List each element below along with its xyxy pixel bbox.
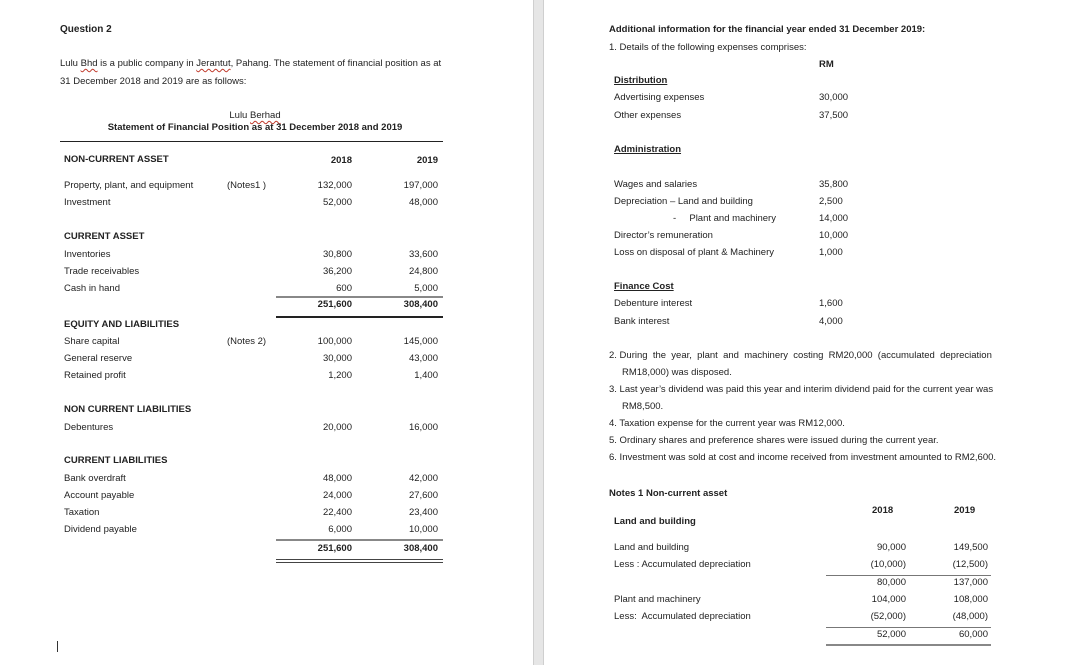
note-2-line-1: 2. During the year, plant and machinery costing RM20,000 (accumulated depreciation [609, 350, 992, 361]
expense-amount: 1,600 [819, 298, 843, 309]
question-title: Question 2 [60, 24, 112, 35]
divider [60, 141, 443, 142]
col-2018: 2018 [330, 155, 352, 166]
value-2019: 43,000 [408, 353, 438, 364]
notes1-subheading: Land and building [614, 516, 696, 527]
value-2018: 600 [336, 283, 352, 294]
row-label: Bank overdraft [64, 473, 126, 484]
heading-equity-liabilities: EQUITY AND LIABILITIES [64, 319, 180, 330]
expense-label: Debenture interest [614, 298, 693, 309]
finance-cost-heading: Finance Cost [614, 281, 674, 292]
value-2018: 30,000 [322, 353, 352, 364]
value-2018: 100,000 [317, 336, 352, 347]
note-4: 4. Taxation expense for the current year was RM12,000. [609, 418, 845, 429]
company-name-text: Lulu [229, 110, 250, 121]
value-2018: 80,000 [876, 577, 906, 588]
subtotal-line [276, 539, 443, 541]
note-6: 6. Investment was sold at cost and income received from investment amounted to RM2,600. [609, 452, 997, 463]
statement-title: Statement of Financial Position as at 31 December 2018 and 2019 [107, 122, 403, 133]
value-2018: (10,000) [870, 559, 906, 570]
value-2019: 137,000 [953, 577, 988, 588]
administration-heading: Administration [614, 144, 682, 155]
document-page-right [544, 0, 1080, 665]
expense-amount: 37,500 [819, 110, 849, 121]
total-line [826, 644, 991, 646]
heading-current-liabilities: CURRENT LIABILITIES [64, 455, 168, 466]
value-2018: (52,000) [870, 611, 906, 622]
value-2019: 42,000 [408, 473, 438, 484]
total-2019: 308,400 [403, 299, 438, 310]
intro-line-1 [60, 58, 441, 69]
value-2019: 33,600 [408, 249, 438, 260]
spellcheck-word: Jerantut [196, 58, 231, 69]
note-2-line-2: RM18,000) was disposed. [622, 367, 732, 378]
row-label: Taxation [64, 507, 100, 518]
intro-text: is a public company in [97, 58, 197, 69]
col-2019: 2019 [416, 155, 438, 166]
value-2019: 197,000 [403, 180, 438, 191]
expense-label: Depreciation – Land and building [614, 196, 753, 207]
value-2018: 20,000 [322, 422, 352, 433]
expense-amount: 4,000 [819, 316, 843, 327]
value-2019: (12,500) [952, 559, 988, 570]
expense-label: Loss on disposal of plant & Machinery [614, 247, 775, 258]
spellcheck-word: Bhd [80, 58, 98, 69]
value-2019: 145,000 [403, 336, 438, 347]
notes1-heading: Notes 1 Non-current asset [609, 488, 728, 499]
intro-text: Lulu [60, 58, 81, 69]
value-2018: 52,000 [876, 629, 906, 640]
row-label: Debentures [64, 422, 114, 433]
value-2018: 132,000 [317, 180, 352, 191]
row-label: Trade receivables [64, 266, 140, 277]
value-2019: 60,000 [958, 629, 988, 640]
expense-amount: 2,500 [819, 196, 843, 207]
value-2018: 24,000 [322, 490, 352, 501]
company-name [60, 110, 450, 121]
value-2018: 52,000 [322, 197, 352, 208]
row-label: Land and building [614, 542, 690, 553]
distribution-heading: Distribution [614, 75, 668, 86]
intro-line-2: 31 December 2018 and 2019 are as follows: [60, 76, 247, 87]
value-2019: 10,000 [408, 524, 438, 535]
expense-label: - Plant and machinery [673, 213, 776, 224]
row-label: Account payable [64, 490, 135, 501]
value-2019: 23,400 [408, 507, 438, 518]
additional-info-heading: Additional information for the financial year ended 31 December 2019: [609, 24, 926, 35]
value-2019: 149,500 [953, 542, 988, 553]
value-2018: 6,000 [328, 524, 352, 535]
value-2018: 48,000 [322, 473, 352, 484]
intro-text: , Pahang. The statement of financial position as at [230, 58, 442, 69]
document-page-left [0, 0, 533, 665]
expense-label: Other expenses [614, 110, 682, 121]
row-label: Less: Accumulated depreciation [614, 611, 751, 622]
expense-amount: 35,800 [819, 179, 849, 190]
expense-amount: 1,000 [819, 247, 843, 258]
row-note: (Notes 2) [227, 336, 267, 347]
page-gutter [533, 0, 544, 665]
expense-amount: 14,000 [819, 213, 849, 224]
value-2019: 24,800 [408, 266, 438, 277]
row-label: Share capital [64, 336, 120, 347]
expense-label: Director’s remuneration [614, 230, 713, 241]
value-2019: 27,600 [408, 490, 438, 501]
value-2018: 104,000 [871, 594, 906, 605]
value-2019: 1,400 [414, 370, 438, 381]
note-3-line-2: RM8,500. [622, 401, 664, 412]
row-label: Property, plant, and equipment [64, 180, 194, 191]
expense-label: Advertising expenses [614, 92, 705, 103]
double-underline-top [276, 559, 443, 560]
total-2018: 251,600 [317, 299, 352, 310]
value-2019: 48,000 [408, 197, 438, 208]
note-5: 5. Ordinary shares and preference shares were issued during the current year. [609, 435, 939, 446]
notes1-col-2019: 2019 [954, 505, 976, 516]
value-2018: 90,000 [876, 542, 906, 553]
expense-amount: 10,000 [819, 230, 849, 241]
total-2018: 251,600 [317, 543, 352, 554]
value-2018: 30,800 [322, 249, 352, 260]
value-2018: 1,200 [328, 370, 352, 381]
expense-label: Wages and salaries [614, 179, 698, 190]
text-cursor[interactable] [57, 641, 58, 652]
row-label: Cash in hand [64, 283, 120, 294]
rm-header: RM [819, 59, 834, 70]
row-label: Dividend payable [64, 524, 137, 535]
value-2019: (48,000) [952, 611, 988, 622]
row-label: Investment [64, 197, 111, 208]
row-label: Retained profit [64, 370, 126, 381]
row-label: Less : Accumulated depreciation [614, 559, 751, 570]
total-2019: 308,400 [403, 543, 438, 554]
row-label: Plant and machinery [614, 594, 701, 605]
row-label: General reserve [64, 353, 133, 364]
spellcheck-word: Berhad [249, 110, 281, 121]
expense-label: Bank interest [614, 316, 670, 327]
heading-non-current-asset: NON-CURRENT ASSET [64, 154, 169, 165]
value-2018: 36,200 [322, 266, 352, 277]
row-label: Inventories [64, 249, 111, 260]
item-1: 1. Details of the following expenses comprises: [609, 42, 807, 53]
subtotal-line [276, 296, 443, 298]
subtotal-line [826, 627, 991, 628]
value-2019: 108,000 [953, 594, 988, 605]
value-2019: 16,000 [408, 422, 438, 433]
value-2018: 22,400 [322, 507, 352, 518]
expense-amount: 30,000 [819, 92, 849, 103]
double-underline-bottom [276, 562, 443, 563]
total-line [276, 316, 443, 318]
heading-current-asset: CURRENT ASSET [64, 231, 145, 242]
notes1-col-2018: 2018 [872, 505, 894, 516]
subtotal-line [826, 575, 991, 576]
heading-non-current-liabilities: NON CURRENT LIABILITIES [64, 404, 192, 415]
value-2019: 5,000 [414, 283, 438, 294]
row-note: (Notes1 ) [227, 180, 267, 191]
note-3-line-1: 3. Last year’s dividend was paid this year and interim dividend paid for the current year was [609, 384, 994, 395]
